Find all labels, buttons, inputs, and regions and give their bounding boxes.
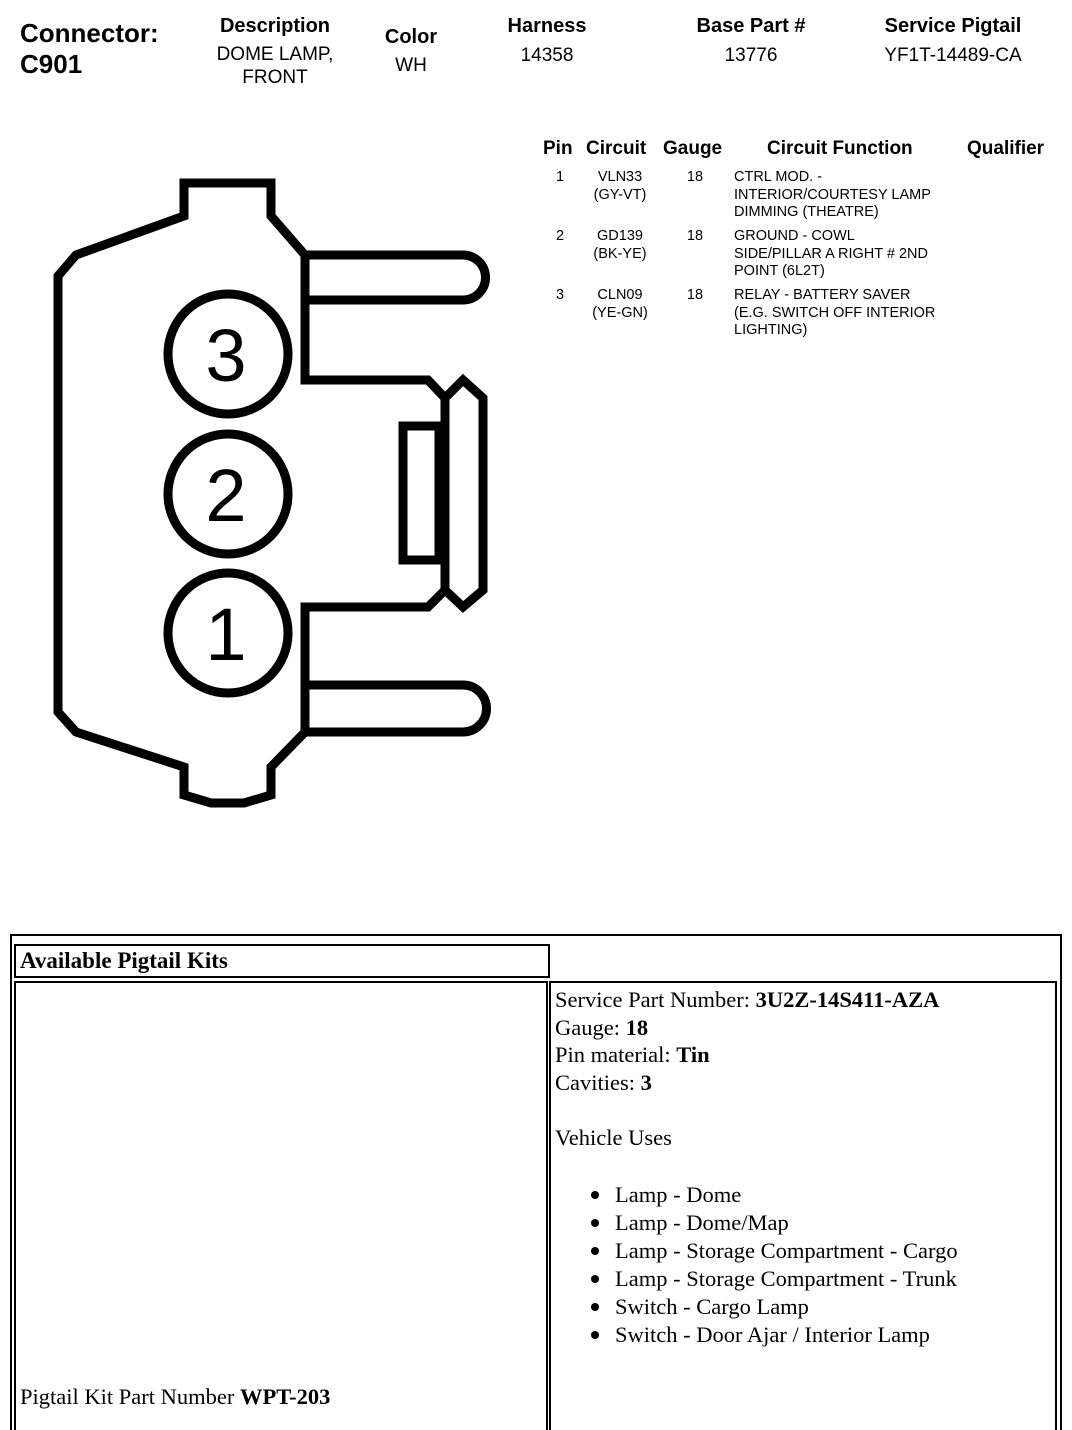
pin-number: 2 — [555, 228, 565, 244]
circuit-function-line: SIDE/PILLAR A RIGHT # 2ND — [734, 245, 928, 262]
service-part-number-value: 3U2Z-14S411-AZA — [755, 987, 940, 1012]
circuit-function-line: RELAY - BATTERY SAVER — [734, 287, 911, 303]
kit-gauge-value: 18 — [625, 1015, 649, 1040]
bullet-icon — [591, 1331, 599, 1339]
connector-label: Connector: — [20, 18, 159, 48]
circuit-function — [734, 169, 974, 222]
kit-part-number-label: Pigtail Kit Part Number — [20, 1384, 240, 1409]
circuit-function-line: DIMMING (THEATRE) — [734, 204, 879, 220]
header-base-part-value: 13776 — [724, 45, 778, 66]
gauge-value: 18 — [686, 228, 704, 244]
list-item — [591, 1209, 958, 1237]
bullet-icon — [591, 1219, 599, 1227]
qualifier-header: Qualifier — [967, 138, 1045, 159]
circuit-code-line: GD139 — [597, 228, 643, 244]
side-lock-window — [403, 426, 439, 560]
circuit-function-line: INTERIOR/COURTESY LAMP — [734, 186, 931, 203]
list-item — [591, 1293, 958, 1321]
pin-header: Pin — [543, 138, 573, 159]
lower-latch-tab — [305, 685, 487, 732]
list-item — [591, 1237, 958, 1265]
circuit-code-line: CLN09 — [597, 287, 643, 303]
connector-title — [20, 18, 159, 80]
service-part-number-label: Service Part Number: — [555, 987, 756, 1012]
circuit-function-line: CTRL MOD. - — [734, 169, 823, 185]
pin-label-2: 2 — [205, 454, 247, 537]
header-description — [190, 14, 360, 89]
circuit-code-line: (YE-GN) — [592, 304, 648, 321]
pin-label-1: 1 — [205, 593, 247, 676]
header-service-pigtail-value: YF1T-14489-CA — [884, 45, 1022, 66]
vehicle-use-text: Lamp - Storage Compartment - Cargo — [615, 1238, 958, 1263]
side-lock-bracket — [445, 380, 483, 607]
header-description-heading: Description — [219, 15, 331, 37]
circuit-function-line: GROUND - COWL — [734, 228, 855, 244]
header-base-part — [680, 14, 822, 67]
bullet-icon — [591, 1247, 599, 1255]
connector-id: C901 — [20, 49, 83, 79]
circuit-function-line: LIGHTING) — [734, 322, 808, 338]
header-description-value — [190, 43, 360, 89]
description-line-1: DOME LAMP, — [216, 44, 334, 65]
pigtail-kit-part-number — [20, 1383, 330, 1411]
gauge-header: Gauge — [663, 138, 723, 159]
circuit-code-line: VLN33 — [597, 169, 643, 185]
pigtail-kit-image-cell — [14, 981, 548, 1430]
description-line-2: FRONT — [242, 67, 308, 88]
bullet-icon — [591, 1303, 599, 1311]
kit-part-number-value: WPT-203 — [239, 1384, 331, 1409]
circuit-function-line: (E.G. SWITCH OFF INTERIOR — [734, 304, 936, 321]
gauge-value: 18 — [686, 287, 704, 303]
gauge-value: 18 — [686, 169, 704, 185]
cavities — [555, 1069, 652, 1097]
vehicle-use-text: Switch - Door Ajar / Interior Lamp — [615, 1322, 930, 1347]
header-harness-value: 14358 — [520, 45, 574, 66]
header-service-pigtail-heading: Service Pigtail — [884, 15, 1022, 37]
circuit-code-line: (GY-VT) — [593, 186, 647, 203]
bullet-icon — [591, 1191, 599, 1199]
header-base-part-heading: Base Part # — [696, 15, 806, 37]
pin-number: 1 — [555, 169, 565, 185]
header-service-pigtail — [860, 14, 1046, 67]
header-harness — [490, 14, 604, 67]
circuit-function — [734, 228, 974, 281]
circuit-code — [570, 228, 670, 263]
header-color — [370, 25, 452, 77]
header-color-value: WH — [395, 55, 427, 76]
connector-face-diagram — [0, 170, 500, 820]
vehicle-use-text: Switch - Cargo Lamp — [615, 1294, 809, 1319]
circuit-function — [734, 287, 974, 340]
circuit-function-header: Circuit Function — [767, 138, 913, 159]
pin-material — [555, 1041, 710, 1069]
header-color-heading: Color — [384, 26, 438, 48]
vehicle-use-text: Lamp - Dome — [615, 1182, 742, 1207]
vehicle-use-text: Lamp - Dome/Map — [615, 1210, 789, 1235]
circuit-code — [570, 287, 670, 322]
list-item — [591, 1181, 958, 1209]
service-part-number — [555, 986, 939, 1014]
vehicle-uses-title: Vehicle Uses — [555, 1125, 672, 1150]
vehicle-uses-list — [591, 1181, 958, 1349]
pin-material-label: Pin material: — [555, 1042, 677, 1067]
list-item — [591, 1265, 958, 1293]
pin-material-value: Tin — [676, 1042, 710, 1067]
kit-gauge-label: Gauge: — [555, 1015, 626, 1040]
header-harness-heading: Harness — [507, 15, 587, 37]
circuit-header: Circuit — [586, 138, 647, 159]
circuit-code — [570, 169, 670, 204]
pin-number: 3 — [555, 287, 565, 303]
pigtail-kit-details — [549, 981, 1057, 1430]
upper-latch-tab — [305, 255, 486, 300]
bullet-icon — [591, 1275, 599, 1283]
pin-label-3: 3 — [205, 314, 247, 397]
vehicle-use-text: Lamp - Storage Compartment - Trunk — [615, 1266, 957, 1291]
cavities-label: Cavities: — [555, 1070, 641, 1095]
circuit-function-line: POINT (6L2T) — [734, 263, 825, 279]
kit-gauge — [555, 1014, 648, 1042]
circuit-code-line: (BK-YE) — [593, 245, 647, 262]
pigtail-kits-title: Available Pigtail Kits — [14, 944, 550, 978]
cavities-value: 3 — [640, 1070, 652, 1095]
list-item — [591, 1321, 958, 1349]
